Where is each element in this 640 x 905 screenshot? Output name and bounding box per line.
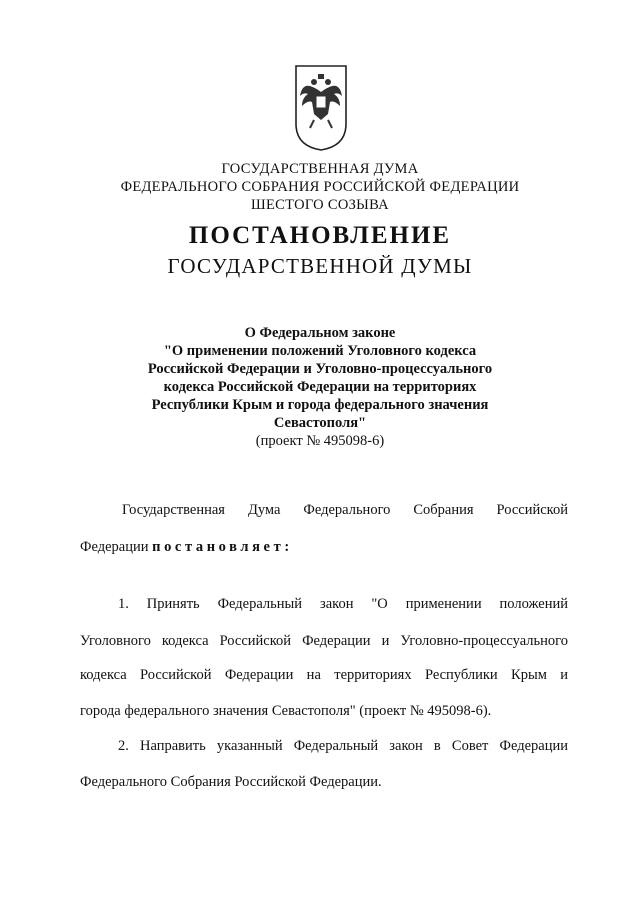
project-reference: (проект № 495098-6)	[255, 433, 385, 449]
subject-line: кодекса Российской Федерации на территориях	[163, 379, 477, 395]
item-1-line: Уголовного кодекса Российской Федерации и Уголовно-процессуального	[80, 633, 568, 649]
item-1-line: кодекса Российской Федерации на территориях Республики Крым и	[80, 667, 568, 683]
item-2-line: 2. Направить указанный Федеральный закон в Совет Федерации	[118, 738, 568, 754]
preamble-line: Государственная Дума Федерального Собрания Российской	[122, 502, 568, 518]
preamble-text: Федерации	[80, 539, 153, 555]
item-1-line: города федерального значения Севастополя" (проект № 495098-6).	[80, 703, 492, 719]
subject-line: "О применении положений Уголовного кодекса	[163, 343, 477, 359]
document-title: ПОСТАНОВЛЕНИЕ	[188, 222, 452, 249]
item-1-line: 1. Принять Федеральный закон "О применении положений	[118, 596, 568, 612]
resolves-word: постановляет:	[152, 539, 293, 555]
subject-line: Российской Федерации и Уголовно-процессуального	[147, 361, 493, 377]
convocation: ШЕСТОГО СОЗЫВА	[251, 197, 389, 213]
russian-coat-of-arms-icon	[292, 62, 350, 152]
preamble-line	[80, 539, 568, 556]
subject-line: О Федеральном законе	[244, 325, 396, 341]
org-name-line2: ФЕДЕРАЛЬНОГО СОБРАНИЯ РОССИЙСКОЙ ФЕДЕРАЦИИ	[120, 179, 520, 195]
document-subtitle: ГОСУДАРСТВЕННОЙ ДУМЫ	[167, 254, 473, 278]
org-name-line1: ГОСУДАРСТВЕННАЯ ДУМА	[221, 161, 419, 177]
subject-line: Севастополя"	[273, 415, 367, 431]
item-2-line: Федерального Собрания Российской Федерации.	[80, 774, 382, 790]
subject-line: Республики Крым и города федерального значения	[151, 397, 489, 413]
